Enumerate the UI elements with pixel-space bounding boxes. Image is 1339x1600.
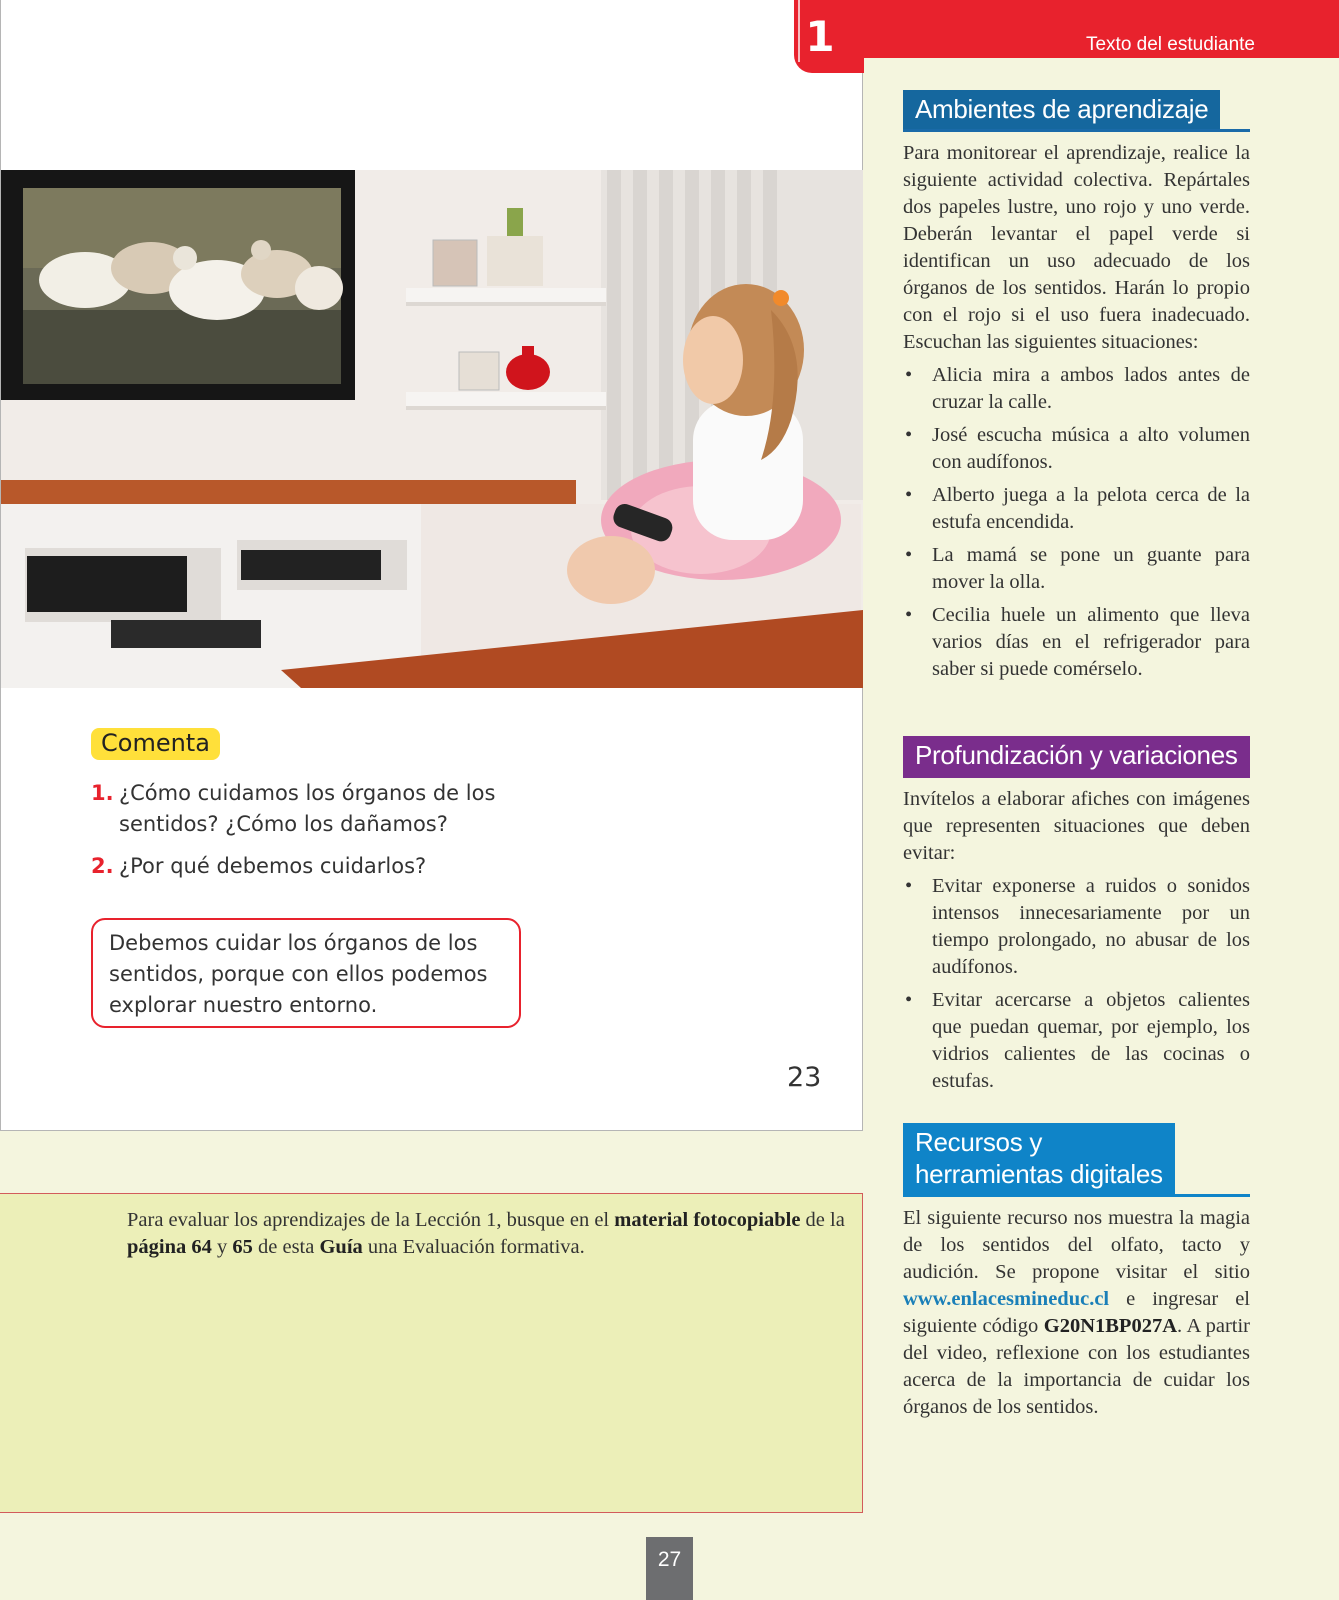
profundizacion-intro: Invítelos a elaborar afiches con imágenes que representen situaciones que deben evitar:: [903, 788, 1250, 864]
answer-box: Debemos cuidar los órganos de los sentidos, porque con ellos podemos explorar nuestro entorno.: [91, 918, 521, 1028]
header-band: [863, 0, 1339, 58]
photo-girl-watching-tv: [1, 170, 863, 688]
question-1-text: ¿Cómo cuidamos los órganos de los sentidos? ¿Cómo los dañamos?: [119, 781, 496, 836]
note-bold: página 64: [127, 1236, 212, 1258]
resource-code: G20N1BP027A: [1043, 1315, 1177, 1337]
question-2: [91, 851, 691, 882]
list-item: • La mamá se pone un guante para mover la olla.: [903, 542, 1250, 596]
note-text: Para evaluar los aprendizajes de la Lección 1, busque en el: [127, 1209, 615, 1231]
section-ambientes-header: [903, 90, 1250, 132]
question-1: [91, 778, 691, 840]
note-bold: Guía: [319, 1236, 363, 1258]
recursos-title-line-1: Recursos y: [915, 1127, 1043, 1157]
question-2-number: 2.: [91, 854, 114, 878]
question-2-text: ¿Por qué debemos cuidarlos?: [119, 854, 427, 878]
section-profundizacion: [903, 736, 1250, 1101]
note-text: de esta: [252, 1236, 320, 1258]
list-item: • Alicia mira a ambos lados antes de cruzar la calle.: [903, 362, 1250, 416]
evaluation-note-text: [127, 1207, 847, 1261]
note-text: de la: [800, 1209, 845, 1231]
list-item: • José escucha música a alto volumen con audífonos.: [903, 422, 1250, 476]
note-text: y: [211, 1236, 233, 1258]
section-ambientes: [903, 90, 1250, 689]
evaluation-note-box: [0, 1193, 863, 1513]
recursos-text-2: e ingresar el siguiente código: [903, 1288, 1250, 1337]
recursos-text-1: El siguiente recurso nos muestra la magia de los sentidos del olfato, tacto y audición. Se propone visitar el sitio: [903, 1207, 1250, 1283]
guide-page-number: 27: [646, 1537, 693, 1600]
student-page-number: 23: [787, 1062, 822, 1093]
question-1-number: 1.: [91, 781, 114, 805]
section-profundizacion-title: Profundización y variaciones: [903, 736, 1250, 775]
recursos-text-3: . A partir del video, reflexione con los estudiantes acerca de la importancia de cuidar los órganos de los sentidos.: [903, 1315, 1250, 1418]
ambientes-intro: Para monitorear el aprendizaje, realice la siguiente actividad colectiva. Repártales dos papeles lustre, uno rojo y uno verde. Deberán levantar el papel verde si identifican un uso adecuado de los órganos de los sentidos. Harán lo propio con el rojo si el uso fuera inadecuado. Escuchan las siguientes situaciones:: [903, 142, 1250, 353]
note-bold: 65: [232, 1236, 253, 1258]
header-label: Texto del estudiante: [1085, 34, 1255, 55]
enlaces-link[interactable]: www.enlacesmineduc.cl: [903, 1288, 1110, 1310]
section-recursos: [903, 1123, 1250, 1421]
list-item: • Alberto juega a la pelota cerca de la estufa encendida.: [903, 482, 1250, 536]
recursos-title-line-2: herramientas digitales: [915, 1159, 1163, 1189]
section-ambientes-title: Ambientes de aprendizaje: [903, 90, 1220, 129]
student-page: [0, 0, 863, 1131]
note-bold: material fotocopiable: [614, 1209, 801, 1231]
unit-number-tab: 1: [794, 0, 864, 73]
list-item: • Cecilia huele un alimento que lleva varios días en el refrigerador para saber si puede comérselo.: [903, 602, 1250, 683]
recursos-text: [903, 1205, 1250, 1421]
list-item: • Evitar acercarse a objetos calientes que puedan quemar, por ejemplo, los vidrios calientes de las cocinas o estufas.: [903, 987, 1250, 1095]
section-profundizacion-header: [903, 736, 1250, 778]
section-recursos-title: [903, 1123, 1175, 1194]
note-text: una Evaluación formativa.: [362, 1236, 585, 1258]
ambientes-list: [903, 362, 1250, 683]
list-item: • Evitar exponerse a ruidos o sonidos intensos innecesariamente por un tiempo prolongado, no abusar de los audífonos.: [903, 873, 1250, 981]
comenta-label: Comenta: [91, 728, 220, 760]
profundizacion-list: [903, 873, 1250, 1095]
section-recursos-header: [903, 1123, 1250, 1197]
